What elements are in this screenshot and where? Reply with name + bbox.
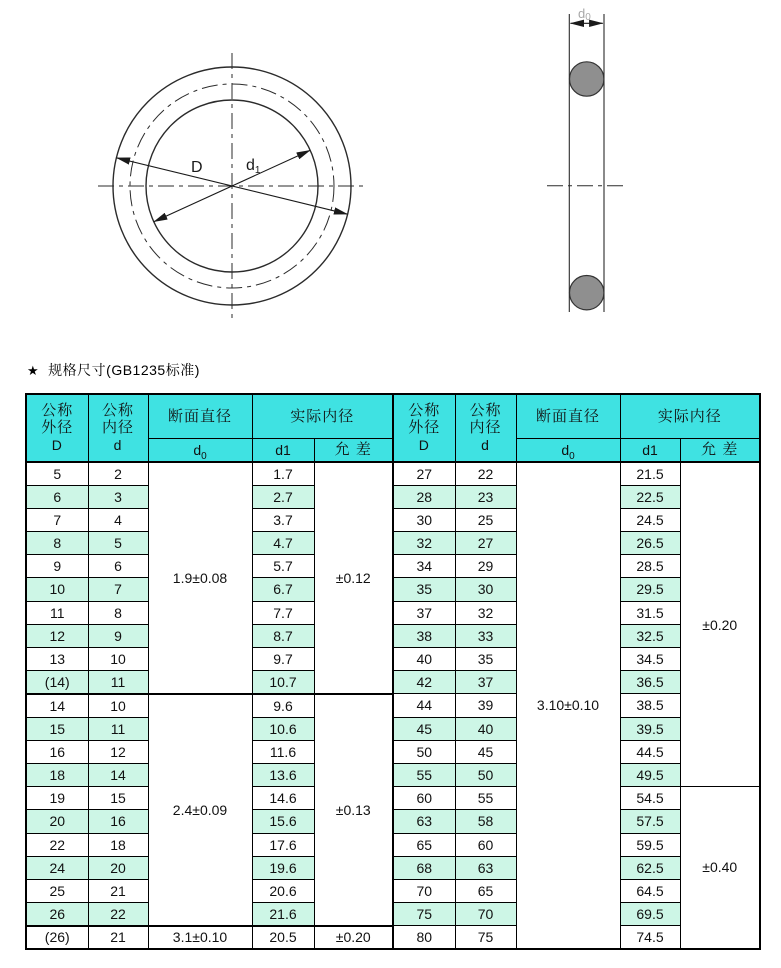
header-section-diameter: 断面直径	[148, 394, 252, 438]
cell-right-d1: 64.5	[620, 879, 680, 902]
table-row	[26, 601, 760, 624]
cell-left-D: 14	[26, 694, 88, 717]
cell-left-tolerance: ±0.12	[314, 462, 393, 694]
cell-right-d: 29	[455, 555, 516, 578]
cord-section-bottom	[570, 276, 604, 310]
table-row	[26, 508, 760, 531]
cell-left-d: 6	[88, 555, 148, 578]
cell-right-d: 40	[455, 717, 516, 740]
cell-right-d: 32	[455, 601, 516, 624]
cell-left-d0: 2.4±0.09	[148, 694, 252, 926]
cell-left-d0: 1.9±0.08	[148, 462, 252, 694]
cell-left-d1: 9.6	[252, 694, 314, 717]
table-row	[26, 624, 760, 647]
cell-right-D: 34	[393, 555, 455, 578]
outer-diameter-label: D	[191, 159, 203, 176]
cell-right-d1: 34.5	[620, 648, 680, 671]
cell-right-D: 27	[393, 462, 455, 485]
cell-left-D: 8	[26, 532, 88, 555]
star-icon: ★	[27, 363, 40, 378]
cell-right-d1: 28.5	[620, 555, 680, 578]
cell-left-d1: 15.6	[252, 810, 314, 833]
table-row	[26, 462, 760, 485]
cell-right-D: 38	[393, 624, 455, 647]
cell-right-d1: 24.5	[620, 508, 680, 531]
table-row	[26, 648, 760, 671]
cell-right-d1: 59.5	[620, 833, 680, 856]
cross-section-view	[547, 6, 627, 312]
cell-right-d1: 54.5	[620, 787, 680, 810]
cell-left-D: (14)	[26, 671, 88, 694]
cell-left-d1: 2.7	[252, 485, 314, 508]
cell-right-D: 42	[393, 671, 455, 694]
cell-right-d1: 36.5	[620, 671, 680, 694]
cell-right-d1: 26.5	[620, 532, 680, 555]
cell-left-D: 6	[26, 485, 88, 508]
table-row	[26, 740, 760, 763]
cell-left-d1: 7.7	[252, 601, 314, 624]
cell-right-D: 45	[393, 717, 455, 740]
cell-right-d: 30	[455, 578, 516, 601]
cell-right-D: 68	[393, 856, 455, 879]
cell-left-D: 7	[26, 508, 88, 531]
cell-right-d1: 21.5	[620, 462, 680, 485]
table-row	[26, 856, 760, 879]
table-row	[26, 485, 760, 508]
cell-left-d: 12	[88, 740, 148, 763]
header-d1-symbol: d1	[620, 438, 680, 462]
cell-right-tolerance: ±0.40	[680, 787, 760, 949]
cell-right-d: 25	[455, 508, 516, 531]
cell-right-D: 37	[393, 601, 455, 624]
cell-right-D: 40	[393, 648, 455, 671]
front-view	[98, 53, 366, 319]
header-nominal-id: 公称 内径 d	[88, 394, 148, 462]
section-title-text: 规格尺寸(GB1235标准)	[48, 362, 200, 378]
cell-right-d1: 39.5	[620, 717, 680, 740]
cell-right-D: 32	[393, 532, 455, 555]
cell-left-d1: 14.6	[252, 787, 314, 810]
cell-right-d1: 44.5	[620, 740, 680, 763]
cell-left-d: 5	[88, 532, 148, 555]
cell-right-d: 55	[455, 787, 516, 810]
cell-left-d: 7	[88, 578, 148, 601]
cell-left-d1: 17.6	[252, 833, 314, 856]
cell-right-d1: 29.5	[620, 578, 680, 601]
cell-left-d1: 11.6	[252, 740, 314, 763]
cell-left-D: 11	[26, 601, 88, 624]
header-actual-id: 实际内径	[620, 394, 760, 438]
cell-left-D: (26)	[26, 926, 88, 949]
cell-left-d: 2	[88, 462, 148, 485]
cell-right-D: 35	[393, 578, 455, 601]
cell-left-d: 3	[88, 485, 148, 508]
cord-section-top	[570, 62, 604, 96]
cell-right-d: 75	[455, 926, 516, 949]
cell-left-D: 19	[26, 787, 88, 810]
header-tolerance: 允 差	[680, 438, 760, 462]
cell-left-d: 9	[88, 624, 148, 647]
table-row	[26, 810, 760, 833]
cell-left-d: 16	[88, 810, 148, 833]
cell-left-D: 26	[26, 903, 88, 926]
spec-table	[25, 393, 761, 950]
cell-left-d1: 10.6	[252, 717, 314, 740]
cell-right-D: 50	[393, 740, 455, 763]
cell-left-d1: 20.5	[252, 926, 314, 949]
cell-left-d0: 3.1±0.10	[148, 926, 252, 949]
cell-right-d: 39	[455, 694, 516, 717]
cell-left-D: 22	[26, 833, 88, 856]
table-row	[26, 532, 760, 555]
cell-left-D: 24	[26, 856, 88, 879]
cell-right-D: 75	[393, 903, 455, 926]
cell-left-tolerance: ±0.20	[314, 926, 393, 949]
cell-right-d1: 22.5	[620, 485, 680, 508]
header-nominal-od: 公称 外径 D	[26, 394, 88, 462]
cell-left-d: 10	[88, 648, 148, 671]
cell-left-tolerance: ±0.13	[314, 694, 393, 926]
table-row	[26, 578, 760, 601]
table-row	[26, 787, 760, 810]
cell-left-d: 11	[88, 717, 148, 740]
table-row	[26, 555, 760, 578]
cell-left-d1: 4.7	[252, 532, 314, 555]
cell-left-D: 13	[26, 648, 88, 671]
cell-left-D: 5	[26, 462, 88, 485]
cell-left-d: 18	[88, 833, 148, 856]
cell-left-D: 25	[26, 879, 88, 902]
cell-left-d: 22	[88, 903, 148, 926]
cell-right-d1: 32.5	[620, 624, 680, 647]
cell-right-D: 63	[393, 810, 455, 833]
cell-left-d: 21	[88, 879, 148, 902]
cord-diameter-label: d0	[578, 6, 591, 23]
o-ring-technical-drawing	[0, 0, 781, 356]
cell-left-d: 20	[88, 856, 148, 879]
cell-left-d1: 19.6	[252, 856, 314, 879]
cell-left-D: 20	[26, 810, 88, 833]
cell-left-d1: 1.7	[252, 462, 314, 485]
cell-left-D: 15	[26, 717, 88, 740]
cell-right-d: 22	[455, 462, 516, 485]
header-nominal-id: 公称 内径 d	[455, 394, 516, 462]
table-row	[26, 926, 760, 949]
cell-left-d1: 3.7	[252, 508, 314, 531]
inner-diameter-label: d1	[246, 157, 261, 176]
header-section-diameter: 断面直径	[516, 394, 620, 438]
cell-left-d: 11	[88, 671, 148, 694]
header-tolerance: 允 差	[314, 438, 393, 462]
cell-right-d1: 62.5	[620, 856, 680, 879]
cell-right-D: 44	[393, 694, 455, 717]
header-nominal-od: 公称 外径 D	[393, 394, 455, 462]
cell-left-d1: 20.6	[252, 879, 314, 902]
cell-right-D: 30	[393, 508, 455, 531]
header-d1-symbol: d1	[252, 438, 314, 462]
cell-left-d: 8	[88, 601, 148, 624]
cell-right-d: 60	[455, 833, 516, 856]
cell-right-D: 55	[393, 763, 455, 786]
cell-left-d1: 8.7	[252, 624, 314, 647]
table-row	[26, 903, 760, 926]
cell-right-d: 70	[455, 903, 516, 926]
cell-right-D: 60	[393, 787, 455, 810]
cell-left-d: 15	[88, 787, 148, 810]
cell-right-D: 80	[393, 926, 455, 949]
cell-left-D: 10	[26, 578, 88, 601]
cell-right-tolerance: ±0.20	[680, 462, 760, 787]
cell-left-d: 14	[88, 763, 148, 786]
table-row	[26, 763, 760, 786]
cell-right-d: 65	[455, 879, 516, 902]
cell-right-d1: 69.5	[620, 903, 680, 926]
cell-left-d1: 9.7	[252, 648, 314, 671]
cell-right-d: 23	[455, 485, 516, 508]
cell-left-d: 10	[88, 694, 148, 717]
cell-right-d0: 3.10±0.10	[516, 462, 620, 949]
cell-right-d1: 49.5	[620, 763, 680, 786]
section-title	[27, 360, 200, 380]
cell-right-d1: 57.5	[620, 810, 680, 833]
cell-left-d1: 6.7	[252, 578, 314, 601]
cell-right-d: 27	[455, 532, 516, 555]
cell-right-d: 33	[455, 624, 516, 647]
cell-right-D: 28	[393, 485, 455, 508]
table-row	[26, 671, 760, 694]
cell-left-d1: 5.7	[252, 555, 314, 578]
cell-left-D: 16	[26, 740, 88, 763]
cell-right-d: 35	[455, 648, 516, 671]
table-row	[26, 694, 760, 717]
cell-left-d1: 10.7	[252, 671, 314, 694]
cell-right-d: 58	[455, 810, 516, 833]
cell-right-d: 50	[455, 763, 516, 786]
table-row	[26, 833, 760, 856]
header-actual-id: 实际内径	[252, 394, 393, 438]
table-row	[26, 717, 760, 740]
cell-right-d: 37	[455, 671, 516, 694]
header-d0-symbol: $d_0$	[516, 438, 620, 462]
cell-right-d1: 74.5	[620, 926, 680, 949]
cell-left-D: 18	[26, 763, 88, 786]
header-d0-symbol: $d_0$	[148, 438, 252, 462]
cell-left-D: 9	[26, 555, 88, 578]
cell-right-d: 63	[455, 856, 516, 879]
cell-right-d: 45	[455, 740, 516, 763]
cell-right-d1: 38.5	[620, 694, 680, 717]
cell-right-d1: 31.5	[620, 601, 680, 624]
cell-right-D: 70	[393, 879, 455, 902]
cell-right-D: 65	[393, 833, 455, 856]
cell-left-D: 12	[26, 624, 88, 647]
cell-left-d: 4	[88, 508, 148, 531]
table-row	[26, 879, 760, 902]
cell-left-d1: 13.6	[252, 763, 314, 786]
cell-left-d: 21	[88, 926, 148, 949]
cell-left-d1: 21.6	[252, 903, 314, 926]
